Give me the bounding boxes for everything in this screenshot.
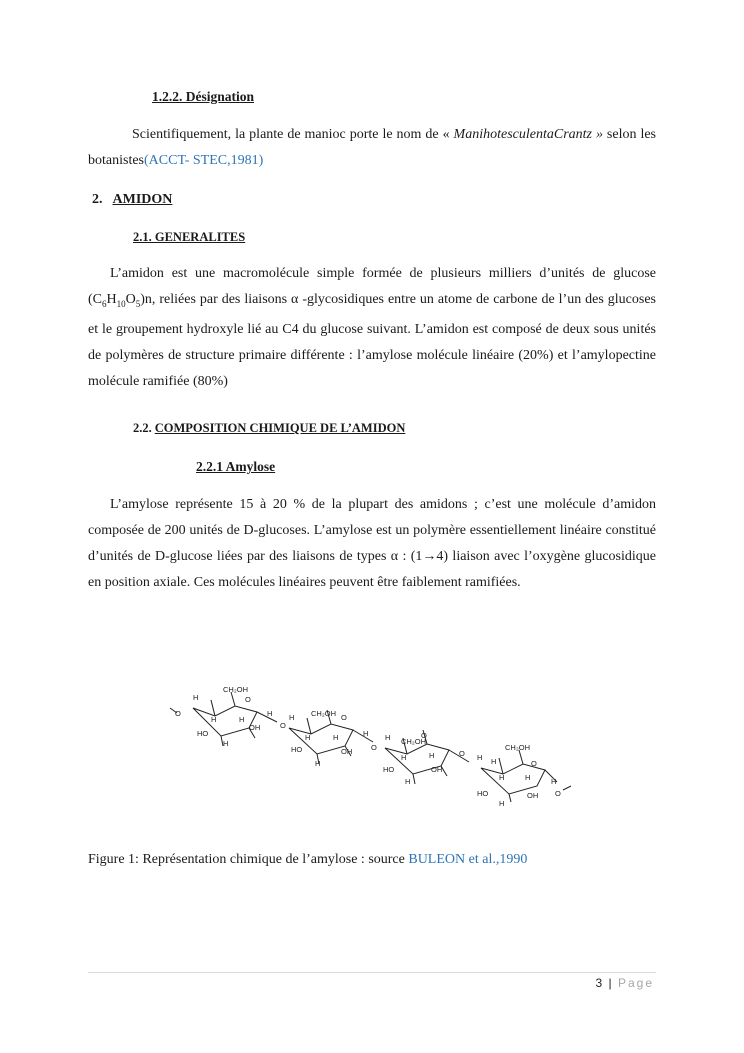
bond-line: [307, 718, 311, 734]
page-footer: [595, 976, 654, 990]
plant-scientific-name: ManihotesculentaCrantz »: [453, 127, 603, 142]
bond-line: [519, 750, 523, 764]
atom-label: OH: [527, 791, 539, 800]
atom-label: H: [525, 773, 531, 782]
section-number: 2.: [92, 192, 103, 207]
section-2-1-paragraph: [88, 261, 656, 395]
section-2-2-1-paragraph: [88, 492, 656, 596]
bond-line: [413, 774, 415, 784]
atom-label: H: [405, 777, 411, 786]
atom-label: H: [193, 693, 199, 702]
atom-label: OH: [431, 765, 443, 774]
atom-label: HO: [197, 729, 209, 738]
atom-label: O: [459, 749, 465, 758]
atom-label: H: [363, 729, 369, 738]
atom-label: H: [333, 733, 339, 742]
atom-label: H: [385, 733, 391, 742]
citation-link[interactable]: (ACCT- STEC,1981): [144, 153, 264, 168]
formula-subscript: 5: [135, 298, 141, 309]
atom-label: HO: [291, 745, 303, 754]
paragraph-text: )n, reliées par des liaisons α -glycosidiques entre un atome de carbone de l’un des glucoses et le groupement hydroxyle lié au C4 du glucose suivant. L’amidon est composé de deux sous unités de polymères de structure primaire différente : l’amylose molécule linéaire (20%) et l’amylopectine molécule ramifiée (80%): [88, 292, 656, 389]
atom-label: HO: [477, 789, 489, 798]
atom-label: O: [245, 695, 251, 704]
atom-label: O: [371, 743, 377, 752]
atom-label: HO: [383, 765, 395, 774]
atom-label: O: [531, 759, 537, 768]
atom-label: H: [305, 733, 311, 742]
bond-line: [499, 758, 503, 774]
caption-text: Figure 1: Représentation chimique de l’amylose : source: [88, 852, 409, 867]
atom-label: H: [267, 709, 273, 718]
atom-label: O: [280, 721, 286, 730]
atom-label: H: [239, 715, 245, 724]
page-number: 3: [595, 976, 603, 990]
atom-label: H: [401, 753, 407, 762]
bond-line: [231, 692, 235, 706]
section-1-2-2-heading: 1.2.2. Désignation: [152, 89, 255, 104]
page-word: Page: [617, 976, 654, 990]
atom-label: H: [477, 753, 483, 762]
formula-subscript: 6: [102, 298, 107, 309]
paragraph-text: L’amidon est une macromolécule simple formée de plusieurs milliers d’unités de glucose (C: [88, 266, 656, 307]
atom-label: H: [499, 799, 505, 808]
footer-divider: [88, 972, 656, 973]
section-2-2-1-heading: 2.2.1 Amylose: [196, 459, 276, 474]
atom-label: O: [555, 789, 561, 798]
caption-citation-link[interactable]: BULEON et al.,1990: [408, 852, 528, 867]
bond-line: [211, 700, 215, 716]
section-title: AMIDON: [112, 192, 173, 207]
section-number: 2.2.: [133, 421, 152, 435]
atom-label: H: [551, 777, 557, 786]
paragraph-text: Scientifiquement, la plante de manioc porte le nom de «: [132, 127, 454, 142]
formula-subscript: 10: [116, 298, 126, 309]
atom-label: O: [421, 731, 427, 740]
atom-label: H: [223, 739, 229, 748]
atom-label: OH: [249, 723, 261, 732]
footer-separator: |: [608, 976, 612, 990]
atom-label: CH₂OH: [505, 743, 530, 752]
section-2-1-heading: 2.1. GENERALITES: [133, 230, 246, 244]
section-title: COMPOSITION CHIMIQUE DE L’AMIDON: [154, 421, 406, 435]
atom-label: H: [289, 713, 295, 722]
bond-line: [563, 786, 571, 790]
paragraph-text: selon les botanistes: [88, 127, 656, 168]
atom-label: CH₂OH: [311, 709, 336, 718]
section-1-2-2-paragraph: [88, 122, 656, 174]
atom-label: H: [491, 757, 497, 766]
atom-label: O: [175, 709, 181, 718]
figure-caption: [88, 852, 527, 868]
bond-line: [509, 794, 511, 802]
section-2-heading: [92, 192, 172, 208]
formula-text: O: [125, 292, 136, 307]
atom-label: H: [315, 759, 321, 768]
atom-label: CH₂OH: [401, 737, 426, 746]
atom-label: H: [429, 751, 435, 760]
atom-label: H: [499, 773, 505, 782]
amylose-structure-diagram: [165, 678, 585, 808]
section-2-2-heading: [133, 421, 405, 436]
atom-label: OH: [341, 747, 353, 756]
atom-label: H: [211, 715, 217, 724]
glucose-ring-4: [481, 764, 545, 794]
atom-label: CH₂OH: [223, 685, 248, 694]
formula-text: H: [106, 292, 117, 307]
atom-label: O: [341, 713, 347, 722]
paragraph-text: L’amylose représente 15 à 20 % de la plupart des amidons ; c’est une molécule d’amidon composée de 200 unités de D-glucoses. L’amylose est un polymère essentiellement linéaire constitué d’unités de D-glucose liées par des liaisons de types α : (1→4) liaison avec l’oxygène glucosidique en position axiale. Ces molécules linéaires peuvent être faiblement ramifiées.: [88, 497, 656, 590]
